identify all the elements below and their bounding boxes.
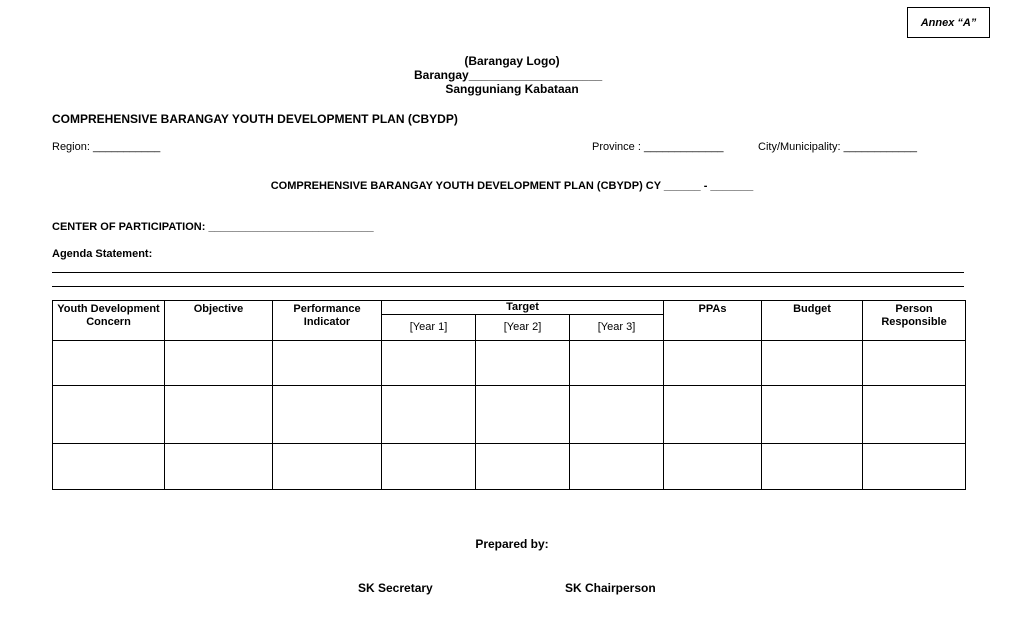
table-cell — [476, 386, 570, 444]
header-target: Target — [382, 301, 664, 315]
table-header-row — [53, 301, 966, 315]
header-year-1: [Year 1] — [382, 315, 476, 341]
table-cell — [570, 444, 664, 490]
header-performance-indicator: Performance Indicator — [273, 301, 382, 341]
city-municipality-field: City/Municipality: ____________ — [758, 141, 917, 153]
region-field: Region: ___________ — [52, 141, 161, 153]
header-year-2: [Year 2] — [476, 315, 570, 341]
table-row — [53, 444, 966, 490]
table-cell — [863, 444, 966, 490]
table-cell — [664, 444, 762, 490]
province-field: Province : _____________ — [592, 141, 724, 153]
sk-chairperson-signatory: SK Chairperson — [565, 581, 656, 595]
table-cell — [476, 341, 570, 386]
table-cell — [762, 341, 863, 386]
table-cell — [570, 386, 664, 444]
table-row — [53, 386, 966, 444]
table-cell — [863, 341, 966, 386]
table-cell — [762, 444, 863, 490]
table-cell — [664, 386, 762, 444]
barangay-name-line — [414, 68, 602, 82]
sangguniang-kabataan-heading: Sangguniang Kabataan — [445, 82, 579, 96]
barangay-label: Barangay — [414, 68, 469, 82]
document-title: COMPREHENSIVE BARANGAY YOUTH DEVELOPMENT PLAN (CBYDP) — [52, 112, 458, 126]
table-cell — [165, 444, 273, 490]
prepared-by-label: Prepared by: — [475, 537, 549, 551]
agenda-statement-label: Agenda Statement: — [52, 248, 153, 260]
header-objective: Objective — [165, 301, 273, 341]
table-cell — [863, 386, 966, 444]
table-cell — [165, 341, 273, 386]
agenda-line-1 — [52, 272, 964, 273]
center-of-participation-field: CENTER OF PARTICIPATION: ___________________________ — [52, 221, 374, 233]
table-cell — [762, 386, 863, 444]
table-cell — [664, 341, 762, 386]
table-cell — [53, 386, 165, 444]
header-year-3: [Year 3] — [570, 315, 664, 341]
table-cell — [476, 444, 570, 490]
table-cell — [273, 386, 382, 444]
table-cell — [382, 444, 476, 490]
table-row — [53, 341, 966, 386]
table-cell — [273, 341, 382, 386]
header-ppas: PPAs — [664, 301, 762, 341]
header-person-responsible: Person Responsible — [863, 301, 966, 341]
plan-year-title: COMPREHENSIVE BARANGAY YOUTH DEVELOPMENT PLAN (CBYDP) CY ______ - _______ — [270, 180, 754, 192]
plan-table — [52, 300, 966, 490]
header-budget: Budget — [762, 301, 863, 341]
annex-label-box — [907, 7, 990, 38]
table-cell — [273, 444, 382, 490]
agenda-line-2 — [52, 286, 964, 287]
barangay-name-blank: ____________________ — [468, 68, 603, 82]
sk-secretary-signatory: SK Secretary — [358, 581, 433, 595]
table-cell — [382, 341, 476, 386]
table-cell — [53, 341, 165, 386]
barangay-logo-placeholder: (Barangay Logo) — [464, 54, 560, 68]
table-cell — [165, 386, 273, 444]
header-youth-development-concern: Youth Development Concern — [53, 301, 165, 341]
table-cell — [382, 386, 476, 444]
annex-label: Annex “A” — [920, 16, 977, 29]
table-cell — [570, 341, 664, 386]
table-cell — [53, 444, 165, 490]
